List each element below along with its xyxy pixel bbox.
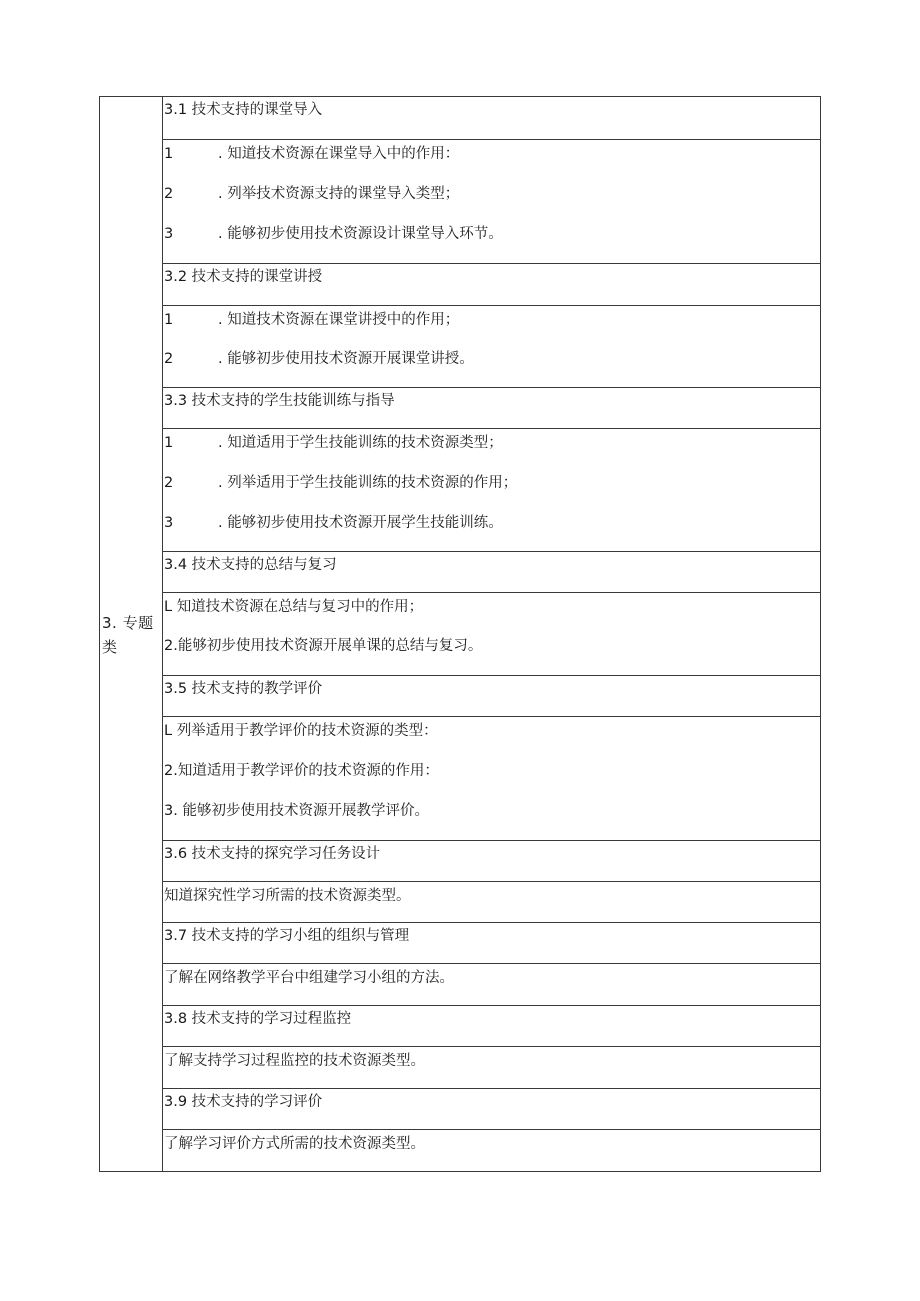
section-heading-row — [163, 387, 820, 428]
item-text: 了解支持学习过程监控的技术资源类型。 — [164, 1053, 425, 1069]
item-number: 1 — [164, 146, 174, 162]
item-text: 3. 能够初步使用技术资源开展教学评价。 — [164, 803, 429, 819]
section-items-row — [163, 716, 820, 840]
section-heading-row — [163, 97, 820, 139]
item-number: 3 — [164, 226, 174, 242]
section-heading: 3.1 技术支持的课堂导入 — [164, 102, 323, 118]
item-text: 了解学习评价方式所需的技术资源类型。 — [164, 1136, 425, 1152]
item-text: . 知道适用于学生技能训练的技术资源类型； — [218, 435, 503, 451]
section-heading-row — [163, 263, 820, 305]
item-text: . 知道技术资源在课堂讲授中的作用； — [218, 312, 460, 328]
section-heading: 3.6 技术支持的探究学习任务设计 — [164, 846, 381, 862]
section-heading: 3.3 技术支持的学生技能训练与指导 — [164, 393, 395, 409]
topic-table — [99, 96, 821, 1172]
section-heading-row — [163, 675, 820, 716]
section-items-row — [163, 139, 820, 263]
item-text: . 能够初步使用技术资源开展课堂讲授。 — [218, 351, 474, 367]
section-items-row — [163, 881, 820, 922]
section-items-row — [163, 963, 820, 1005]
item-text: . 能够初步使用技术资源开展学生技能训练。 — [218, 515, 503, 531]
section-items-row — [163, 1129, 820, 1171]
section-items-row — [163, 428, 820, 551]
content-column — [163, 97, 820, 1171]
section-items-row — [163, 1046, 820, 1088]
item-text: 2.能够初步使用技术资源开展单课的总结与复习。 — [164, 638, 483, 654]
category-cell — [100, 97, 163, 1171]
section-heading: 3.9 技术支持的学习评价 — [164, 1094, 323, 1110]
section-heading-row — [163, 551, 820, 592]
section-items-row — [163, 592, 820, 675]
section-heading: 3.2 技术支持的课堂讲授 — [164, 269, 323, 285]
section-heading: 3.7 技术支持的学习小组的组织与管理 — [164, 928, 410, 944]
section-items-row — [163, 305, 820, 387]
section-heading-row — [163, 1088, 820, 1129]
section-heading-row — [163, 1005, 820, 1046]
section-heading: 3.8 技术支持的学习过程监控 — [164, 1011, 352, 1027]
item-text: L 知道技术资源在总结与复习中的作用； — [164, 599, 424, 615]
item-text: . 能够初步使用技术资源设计课堂导入环节。 — [218, 226, 503, 242]
item-number: 2 — [164, 186, 174, 202]
section-heading: 3.4 技术支持的总结与复习 — [164, 557, 337, 573]
item-number: 2 — [164, 475, 174, 491]
section-heading-row — [163, 922, 820, 963]
item-text: . 列举技术资源支持的课堂导入类型； — [218, 186, 460, 202]
item-text: . 知道技术资源在课堂导入中的作用： — [218, 146, 460, 162]
item-text: 知道探究性学习所需的技术资源类型。 — [164, 888, 411, 904]
section-heading-row — [163, 840, 820, 881]
item-number: 1 — [164, 312, 174, 328]
section-heading: 3.5 技术支持的教学评价 — [164, 681, 323, 697]
item-text: 2.知道适用于教学评价的技术资源的作用： — [164, 763, 439, 779]
item-text: L 列举适用于教学评价的技术资源的类型： — [164, 723, 438, 739]
item-text: . 列举适用于学生技能训练的技术资源的作用； — [218, 475, 518, 491]
item-number: 2 — [164, 351, 174, 367]
item-text: 了解在网络教学平台中组建学习小组的方法。 — [164, 970, 454, 986]
item-number: 1 — [164, 435, 174, 451]
item-number: 3 — [164, 515, 174, 531]
category-label: 3. 专题类 — [102, 614, 154, 656]
